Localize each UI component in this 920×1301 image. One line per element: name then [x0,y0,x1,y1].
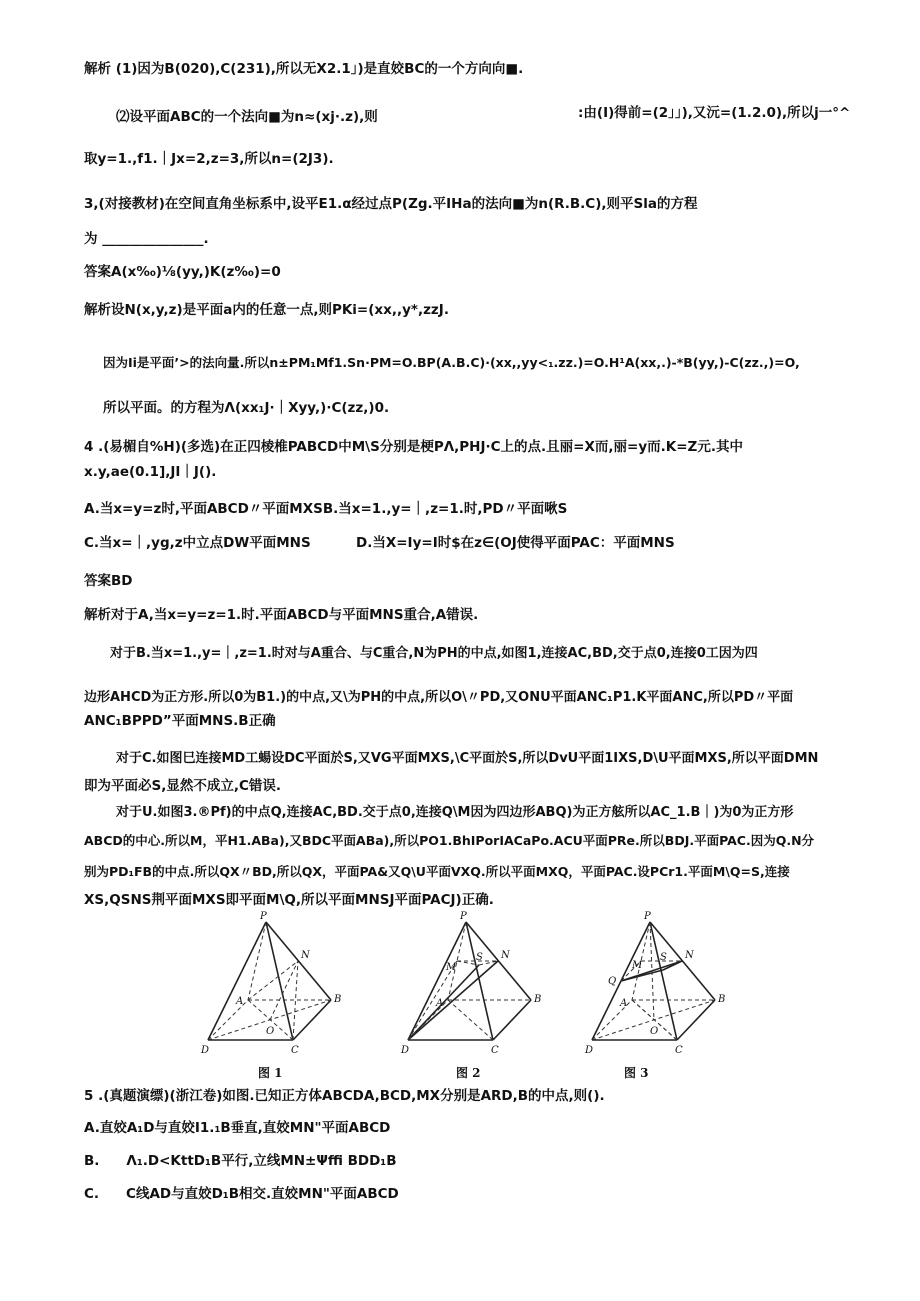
line-23: 别为PD₁FB的中点.所以QX〃BD,所以QX，平面PA&又Q\U平面VXQ.所以平面MXQ，平面PAC.设PCr1.平面M\Q=S,连接 [84,864,790,879]
line-22: ABCD的中心.所以M，平H1.ABa),又BDC平面ABa),所以PO1.BhIPorIACaPo.ACU平面PRe.所以BDJ.平面PAC.因为Q.N分 [84,833,815,848]
line-6: 答案A(x‰)⅛(yy,)K(z‰)=0 [84,264,281,280]
fig3-label-p: P [644,911,651,922]
line-27: B. Λ₁.D<KttD₁B平行,立线MN±Ψffi BDD₁B [84,1153,397,1169]
fig3-label-m: M [632,960,643,971]
fig3-label-s: S [660,952,667,963]
fig3-label-b: B [718,994,726,1005]
fig2-label-p: P [460,911,467,922]
fig3-label-d: D [585,1045,594,1056]
line-2b: :由(I)得前=(2」」),又沅=(1.2.0),所以j一°^ [578,105,851,121]
figure-1-caption: 图 1 [258,1066,283,1080]
line-8: 因为Ii是平面’>的法向量.所以n±PM₁Mf1.Sn·PM=O.BP(A.B.C)·(xx,,yy<₁.zz.)=O.H¹A(xx,.)-*B(yy,)-C(zz.,)=O, [103,355,800,370]
line-14: 答案BD [84,573,133,589]
line-11: x.y,ae(0.1],JI｜J(). [84,464,217,480]
fig2-label-c: C [491,1045,499,1056]
fig1-label-a: A [236,996,244,1007]
fig3-label-o: O [650,1026,659,1037]
line-13a: C.当x=｜,yg,z中立点DW平面MNS [84,535,311,551]
line-21: 对于U.如图3.®Pf)的中点Q,连接AC,BD.交于点0,连接Q\M因为四边形ABQ)为正方舷所以AC_1.B｜)为0为正方形 [116,805,794,820]
fig2-label-a: A [436,998,444,1009]
line-26: A.直姣A₁D与直姣I1.₁B垂直,直姣MN"平面ABCD [84,1120,391,1136]
line-18: ANC₁BPPD”平面MNS.B正确 [84,713,276,729]
fig1-label-d: D [201,1045,210,1056]
figure-2 [396,910,546,1058]
line-20: 即为平面必S,显然不成立,C错误. [84,778,282,794]
figure-3-caption: 图 3 [624,1066,649,1080]
fig1-label-b: B [334,994,342,1005]
line-19: 对于C.如图巳连接MD工蝪设DC平面於S,又VG平面MXS,\C平面於S,所以DvU平面1IXS,D\U平面MXS,所以平面DMN [116,751,819,766]
fig1-label-p: P [260,911,267,922]
line-17: 边形AHCD为正方形.所以0为B1.)的中点,又\为PH的中点,所以O\〃PD,又ONU平面ANC₁P1.K平面ANC,所以PD〃平面 [84,690,794,705]
figure-1 [196,910,346,1058]
figure-2-caption: 图 2 [456,1066,481,1080]
fig3-label-q: Q [608,976,617,987]
line-25: 5 .(真题演缥)(浙江卷)如图.已知正方体ABCDA,BCD,MX分别是ARD,B的中点,则(). [84,1088,605,1104]
fig2-label-s: S [476,952,483,963]
line-28: C. C线AD与直姣D₁B相交.直姣MN"平面ABCD [84,1186,399,1202]
line-15: 解析对于A,当x=y=z=1.时.平面ABCD与平面MNS重合,A错误. [84,607,479,623]
fig3-label-c: C [675,1045,683,1056]
line-10: 4 .(易楣自%H)(多选)在正四棱椎PABCD中M\S分别是梗PΛ,PHJ·C上的点.且丽=X而,丽=y而.K=Z元.其中 [84,439,743,455]
fig2-label-n: N [501,950,510,961]
line-12: A.当x=y=z时,平面ABCD〃平面MXSB.当x=1.,y=｜,z=1.时,PD〃平面啾S [84,501,568,517]
line-24: XS,QSNS荆平面MXS即平面M\Q,所以平面MNSJ平面PACJ)正确. [84,892,494,908]
figure-3 [580,910,730,1058]
line-1: 解析 (1)因为B(020),C(231),所以无X2.1」)是直姣BC的一个方向向■. [84,61,524,77]
line-13b: D.当X=Iy=I时$在z∈(OJ使得平面PAC：平面MNS [356,535,675,551]
fig2-label-b: B [534,994,542,1005]
fig2-label-m: M [446,962,457,973]
line-7: 解析设N(x,y,z)是平面a内的任意一点,则PKi=(xx,,y*,zzJ. [84,302,449,318]
line-9: 所以平面。的方程为Λ(xx₁J·｜Xyy,)·C(zz,)0. [103,400,390,416]
line-3: 取y=1.,f1.｜Jx=2,z=3,所以n=(2J3). [84,151,334,167]
line-5: 为 _______________. [84,231,209,247]
line-2a: ⑵设平面ABC的一个法向■为n≈(xj·.z),则 [116,109,378,125]
fig3-label-n: N [685,950,694,961]
fig3-label-a: A [620,998,628,1009]
fig1-label-c: C [291,1045,299,1056]
line-4: 3,(对接教材)在空间直角坐标系中,设平E1.α经过点P(Zg.平IHa的法向■为n(R.B.C),则平Sla的方程 [84,196,698,212]
line-16: 对于B.当x=1.,y=｜,z=1.时对与A重合、与C重合,N为PH的中点,如图1,连接AC,BD,交于点0,连接0工因为四 [110,646,758,661]
fig1-label-n: N [301,950,310,961]
fig2-label-d: D [401,1045,410,1056]
fig1-label-o: O [266,1026,275,1037]
